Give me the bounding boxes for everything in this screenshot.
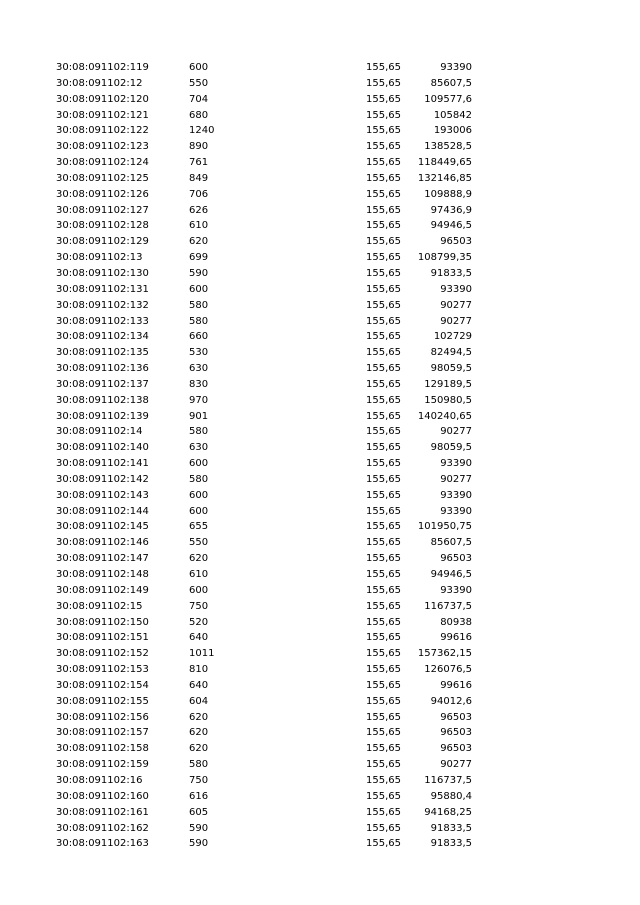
quantity-cell: 630 [189,363,209,375]
table-row [0,535,640,551]
table-row [0,551,640,567]
table-row [0,409,640,425]
total-value-cell: 90277 [440,759,472,771]
quantity-cell: 580 [189,759,209,771]
cadastral-number-cell: 30:08:091102:148 [56,569,149,580]
quantity-cell: 706 [189,188,209,200]
cadastral-number-cell: 30:08:091102:145 [56,521,149,533]
total-value-cell: 93390 [440,584,472,596]
cadastral-number-cell: 30:08:091102:131 [56,283,149,295]
table-row [0,741,640,757]
unit-price-cell: 155,65 [366,489,401,501]
unit-price-cell: 155,65 [366,331,401,343]
table-row [0,60,640,76]
quantity-cell: 680 [189,109,209,121]
quantity-cell: 810 [189,664,209,676]
table-row [0,203,640,219]
quantity-cell: 704 [189,93,209,105]
table-row [0,694,640,710]
total-value-cell: 132146,85 [417,172,472,184]
quantity-cell: 580 [189,473,209,485]
unit-price-cell: 155,65 [366,410,401,422]
cadastral-number-cell: 30:08:091102:159 [56,759,149,771]
unit-price-cell: 155,65 [366,505,401,517]
quantity-cell: 640 [189,679,209,691]
unit-price-cell: 155,65 [366,822,401,834]
cadastral-number-cell: 30:08:091102:128 [56,220,149,232]
unit-price-cell: 155,65 [366,679,401,691]
unit-price-cell: 155,65 [366,267,401,279]
unit-price-cell: 155,65 [366,442,401,454]
unit-price-cell: 155,65 [366,521,401,533]
cadastral-number-cell: 30:08:091102:155 [56,695,149,707]
table-row [0,456,640,472]
unit-price-cell: 155,65 [366,632,401,644]
total-value-cell: 93390 [440,489,472,501]
table-row [0,187,640,203]
total-value-cell: 94946,5 [430,569,472,580]
quantity-cell: 590 [189,267,209,279]
cadastral-number-cell: 30:08:091102:132 [56,299,149,311]
unit-price-cell: 155,65 [366,569,401,580]
total-value-cell: 118449,65 [417,157,472,169]
table-row [0,615,640,631]
total-value-cell: 96503 [440,236,472,248]
unit-price-cell: 155,65 [366,473,401,485]
total-value-cell: 95880,4 [430,790,472,802]
table-row [0,314,640,330]
table-row [0,424,640,440]
cadastral-number-cell: 30:08:091102:156 [56,711,149,723]
cadastral-number-cell: 30:08:091102:15 [56,600,143,612]
quantity-cell: 600 [189,584,209,596]
unit-price-cell: 155,65 [366,93,401,105]
cadastral-number-cell: 30:08:091102:133 [56,315,149,327]
unit-price-cell: 155,65 [366,236,401,248]
cadastral-number-cell: 30:08:091102:151 [56,632,149,644]
unit-price-cell: 155,65 [366,378,401,390]
quantity-cell: 530 [189,347,209,359]
unit-price-cell: 155,65 [366,774,401,786]
cadastral-number-cell: 30:08:091102:138 [56,394,149,406]
total-value-cell: 82494,5 [430,347,472,359]
table-row [0,710,640,726]
unit-price-cell: 155,65 [366,220,401,232]
total-value-cell: 116737,5 [424,774,472,786]
cadastral-number-cell: 30:08:091102:163 [56,838,149,850]
table-row [0,76,640,92]
unit-price-cell: 155,65 [366,458,401,470]
table-row [0,504,640,520]
table-row [0,472,640,488]
unit-price-cell: 155,65 [366,695,401,707]
total-value-cell: 93390 [440,458,472,470]
quantity-cell: 600 [189,458,209,470]
unit-price-cell: 155,65 [366,790,401,802]
cadastral-number-cell: 30:08:091102:153 [56,664,149,676]
unit-price-cell: 155,65 [366,299,401,311]
table-row [0,345,640,361]
cadastral-number-cell: 30:08:091102:121 [56,109,149,121]
total-value-cell: 105842 [433,109,472,121]
total-value-cell: 96503 [440,743,472,755]
quantity-cell: 761 [189,157,209,169]
unit-price-cell: 155,65 [366,125,401,137]
quantity-cell: 580 [189,315,209,327]
cadastral-number-cell: 30:08:091102:120 [56,93,149,105]
table-row [0,773,640,789]
unit-price-cell: 155,65 [366,727,401,739]
cadastral-number-cell: 30:08:091102:122 [56,125,149,137]
quantity-cell: 655 [189,521,209,533]
table-row [0,361,640,377]
total-value-cell: 129189,5 [424,378,472,390]
cadastral-number-cell: 30:08:091102:137 [56,378,149,390]
quantity-cell: 580 [189,426,209,438]
table-row [0,329,640,345]
unit-price-cell: 155,65 [366,743,401,755]
total-value-cell: 93390 [440,62,472,73]
total-value-cell: 96503 [440,727,472,739]
cadastral-number-cell: 30:08:091102:154 [56,679,149,691]
total-value-cell: 150980,5 [424,394,472,406]
total-value-cell: 98059,5 [430,442,472,454]
unit-price-cell: 155,65 [366,157,401,169]
table-row [0,757,640,773]
quantity-cell: 970 [189,394,209,406]
unit-price-cell: 155,65 [366,188,401,200]
table-row [0,123,640,139]
unit-price-cell: 155,65 [366,806,401,818]
total-value-cell: 157362,15 [417,648,472,660]
table-row [0,836,640,852]
quantity-cell: 699 [189,252,209,264]
cadastral-number-cell: 30:08:091102:144 [56,505,149,517]
quantity-cell: 660 [189,331,209,343]
unit-price-cell: 155,65 [366,315,401,327]
quantity-cell: 901 [189,410,209,422]
quantity-cell: 550 [189,537,209,549]
total-value-cell: 90277 [440,426,472,438]
total-value-cell: 138528,5 [424,141,472,153]
table-row [0,440,640,456]
quantity-cell: 630 [189,442,209,454]
quantity-cell: 626 [189,204,209,216]
cadastral-number-cell: 30:08:091102:143 [56,489,149,501]
table-row [0,108,640,124]
cadastral-number-cell: 30:08:091102:152 [56,648,149,660]
total-value-cell: 85607,5 [430,537,472,549]
total-value-cell: 90277 [440,299,472,311]
cadastral-number-cell: 30:08:091102:160 [56,790,149,802]
table-row [0,678,640,694]
cadastral-number-cell: 30:08:091102:140 [56,442,149,454]
quantity-cell: 580 [189,299,209,311]
table-row [0,789,640,805]
cadastral-number-cell: 30:08:091102:127 [56,204,149,216]
total-value-cell: 90277 [440,315,472,327]
cadastral-number-cell: 30:08:091102:162 [56,822,149,834]
cadastral-number-cell: 30:08:091102:147 [56,553,149,565]
quantity-cell: 610 [189,569,209,580]
quantity-cell: 610 [189,220,209,232]
cadastral-number-cell: 30:08:091102:136 [56,363,149,375]
cadastral-number-cell: 30:08:091102:142 [56,473,149,485]
unit-price-cell: 155,65 [366,426,401,438]
table-row [0,725,640,741]
quantity-cell: 1240 [189,125,215,137]
unit-price-cell: 155,65 [366,394,401,406]
table-row [0,662,640,678]
cadastral-number-cell: 30:08:091102:150 [56,616,149,628]
total-value-cell: 97436,9 [430,204,472,216]
table-row [0,630,640,646]
quantity-cell: 830 [189,378,209,390]
total-value-cell: 108799,35 [417,252,472,264]
table-row [0,155,640,171]
unit-price-cell: 155,65 [366,363,401,375]
cadastral-number-cell: 30:08:091102:123 [56,141,149,153]
quantity-cell: 620 [189,743,209,755]
table-row [0,583,640,599]
quantity-cell: 1011 [189,648,215,660]
cadastral-number-cell: 30:08:091102:158 [56,743,149,755]
quantity-cell: 604 [189,695,209,707]
cadastral-number-cell: 30:08:091102:149 [56,584,149,596]
cadastral-number-cell: 30:08:091102:146 [56,537,149,549]
cadastral-number-cell: 30:08:091102:119 [56,62,149,73]
unit-price-cell: 155,65 [366,109,401,121]
quantity-cell: 600 [189,489,209,501]
unit-price-cell: 155,65 [366,648,401,660]
total-value-cell: 90277 [440,473,472,485]
total-value-cell: 140240,65 [417,410,472,422]
total-value-cell: 91833,5 [430,822,472,834]
total-value-cell: 101950,75 [417,521,472,533]
cadastral-number-cell: 30:08:091102:12 [56,77,143,89]
table-row [0,646,640,662]
unit-price-cell: 155,65 [366,711,401,723]
quantity-cell: 750 [189,600,209,612]
unit-price-cell: 155,65 [366,664,401,676]
unit-price-cell: 155,65 [366,537,401,549]
table-row [0,266,640,282]
total-value-cell: 98059,5 [430,363,472,375]
cadastral-number-cell: 30:08:091102:124 [56,157,149,169]
total-value-cell: 94946,5 [430,220,472,232]
cadastral-number-cell: 30:08:091102:161 [56,806,149,818]
table-row [0,298,640,314]
total-value-cell: 99616 [440,632,472,644]
total-value-cell: 91833,5 [430,838,472,850]
table-row [0,488,640,504]
total-value-cell: 102729 [433,331,472,343]
unit-price-cell: 155,65 [366,616,401,628]
table-row [0,234,640,250]
total-value-cell: 109577,6 [424,93,472,105]
total-value-cell: 96503 [440,711,472,723]
unit-price-cell: 155,65 [366,62,401,73]
quantity-cell: 750 [189,774,209,786]
unit-price-cell: 155,65 [366,553,401,565]
table-row [0,218,640,234]
table-row [0,393,640,409]
table-row [0,599,640,615]
cadastral-number-cell: 30:08:091102:16 [56,774,143,786]
unit-price-cell: 155,65 [366,759,401,771]
quantity-cell: 890 [189,141,209,153]
total-value-cell: 91833,5 [430,267,472,279]
unit-price-cell: 155,65 [366,838,401,850]
unit-price-cell: 155,65 [366,204,401,216]
unit-price-cell: 155,65 [366,252,401,264]
cadastral-number-cell: 30:08:091102:135 [56,347,149,359]
quantity-cell: 590 [189,822,209,834]
table-row [0,92,640,108]
cadastral-number-cell: 30:08:091102:129 [56,236,149,248]
total-value-cell: 193006 [433,125,472,137]
unit-price-cell: 155,65 [366,584,401,596]
table-row [0,805,640,821]
table-row [0,567,640,583]
cadastral-number-cell: 30:08:091102:125 [56,172,149,184]
cadastral-number-cell: 30:08:091102:157 [56,727,149,739]
cadastral-number-cell: 30:08:091102:141 [56,458,149,470]
cadastral-number-cell: 30:08:091102:134 [56,331,149,343]
quantity-cell: 640 [189,632,209,644]
cadastral-number-cell: 30:08:091102:13 [56,252,143,264]
cadastral-number-cell: 30:08:091102:139 [56,410,149,422]
total-value-cell: 93390 [440,283,472,295]
quantity-cell: 605 [189,806,209,818]
table-row [0,250,640,266]
table-row [0,282,640,298]
quantity-cell: 520 [189,616,209,628]
quantity-cell: 550 [189,77,209,89]
total-value-cell: 85607,5 [430,77,472,89]
total-value-cell: 80938 [440,616,472,628]
total-value-cell: 93390 [440,505,472,517]
table-row [0,821,640,837]
unit-price-cell: 155,65 [366,600,401,612]
quantity-cell: 600 [189,62,209,73]
spreadsheet-table [0,60,640,852]
unit-price-cell: 155,65 [366,141,401,153]
unit-price-cell: 155,65 [366,347,401,359]
total-value-cell: 99616 [440,679,472,691]
quantity-cell: 620 [189,553,209,565]
quantity-cell: 620 [189,711,209,723]
unit-price-cell: 155,65 [366,77,401,89]
quantity-cell: 849 [189,172,209,184]
total-value-cell: 94012,6 [430,695,472,707]
quantity-cell: 590 [189,838,209,850]
total-value-cell: 109888,9 [424,188,472,200]
total-value-cell: 126076,5 [424,664,472,676]
quantity-cell: 600 [189,505,209,517]
quantity-cell: 620 [189,236,209,248]
table-row [0,377,640,393]
total-value-cell: 96503 [440,553,472,565]
table-row [0,171,640,187]
quantity-cell: 620 [189,727,209,739]
total-value-cell: 116737,5 [424,600,472,612]
unit-price-cell: 155,65 [366,283,401,295]
quantity-cell: 616 [189,790,209,802]
cadastral-number-cell: 30:08:091102:130 [56,267,149,279]
table-row [0,519,640,535]
unit-price-cell: 155,65 [366,172,401,184]
table-row [0,139,640,155]
total-value-cell: 94168,25 [424,806,472,818]
quantity-cell: 600 [189,283,209,295]
cadastral-number-cell: 30:08:091102:14 [56,426,143,438]
cadastral-number-cell: 30:08:091102:126 [56,188,149,200]
